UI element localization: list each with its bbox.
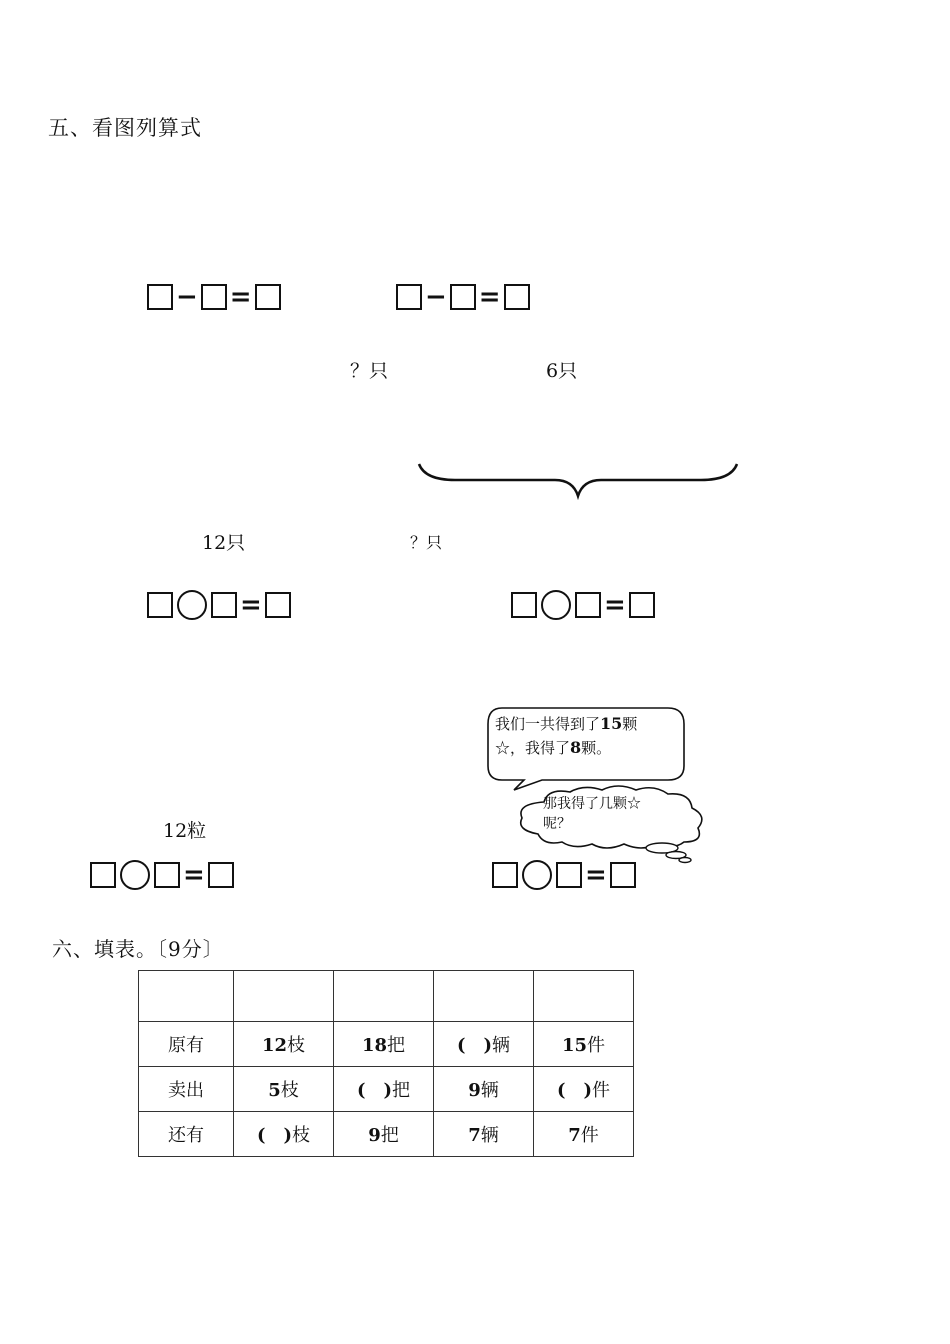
answer-box[interactable]	[154, 862, 180, 888]
fill-table	[138, 970, 634, 1157]
cell-unit: 辆	[480, 1080, 499, 1101]
cell-unit: 辆	[480, 1125, 499, 1146]
answer-box[interactable]	[255, 284, 281, 310]
cell-number: ( )	[256, 1125, 293, 1146]
curly-brace	[415, 460, 741, 500]
operator-circle[interactable]	[177, 590, 207, 620]
cell-number: 12	[261, 1035, 288, 1056]
speech-line2-post: 颗。	[581, 739, 612, 757]
answer-box[interactable]	[610, 862, 636, 888]
speech-line2-num: 8	[570, 738, 582, 757]
answer-box[interactable]	[629, 592, 655, 618]
speech-line1-post: 颗	[622, 715, 638, 733]
label-question-only: ？只	[350, 360, 389, 382]
answer-box[interactable]	[211, 592, 237, 618]
table-cell[interactable]	[434, 1067, 534, 1112]
cell-unit: 枝	[287, 1035, 306, 1056]
speech-line2-pre: ☆，我得了	[495, 739, 571, 757]
answer-box[interactable]	[511, 592, 537, 618]
speech-line1-num: 15	[600, 714, 623, 733]
table-cell[interactable]	[234, 1022, 334, 1067]
table-cell[interactable]	[234, 1112, 334, 1157]
equation-1	[147, 284, 281, 310]
equals-sign: =	[585, 860, 607, 890]
cell-number: 18	[361, 1035, 388, 1056]
cell-unit: 件	[580, 1125, 599, 1146]
table-header-cell	[234, 971, 334, 1022]
answer-box[interactable]	[208, 862, 234, 888]
label-six-only: 6只	[546, 360, 578, 382]
cell-number: 9	[368, 1125, 381, 1146]
answer-box[interactable]	[396, 284, 422, 310]
answer-box[interactable]	[147, 284, 173, 310]
cell-number: 9	[468, 1080, 481, 1101]
label-question-only-2: ？只	[410, 533, 443, 552]
table-cell[interactable]	[434, 1022, 534, 1067]
equals-sign: =	[229, 282, 252, 312]
label-twelve-only: 12只	[202, 532, 246, 554]
cell-unit: 辆	[492, 1035, 511, 1056]
cell-unit: 枝	[292, 1125, 311, 1146]
equation-2	[396, 284, 530, 310]
cell-number: ( )	[556, 1080, 593, 1101]
cell-number: 7	[568, 1125, 581, 1146]
equals-sign: =	[240, 590, 262, 620]
answer-box[interactable]	[575, 592, 601, 618]
cell-number: 7	[468, 1125, 481, 1146]
answer-box[interactable]	[147, 592, 173, 618]
answer-box[interactable]	[265, 592, 291, 618]
cell-number: 5	[268, 1080, 281, 1101]
cell-number: 15	[561, 1035, 588, 1056]
answer-box[interactable]	[504, 284, 530, 310]
equation-6	[492, 860, 636, 890]
table-cell[interactable]	[534, 1067, 634, 1112]
cell-unit: 把	[380, 1125, 399, 1146]
table-cell[interactable]	[334, 1112, 434, 1157]
speech-line1-pre: 我们一共得到了	[495, 715, 601, 733]
table-cell[interactable]	[534, 1022, 634, 1067]
thought-bubble-text	[543, 794, 683, 834]
equals-sign: =	[478, 282, 501, 312]
cell-number: ( )	[356, 1080, 393, 1101]
table-header-cell	[139, 971, 234, 1022]
table-cell[interactable]	[534, 1112, 634, 1157]
cell-unit: 枝	[280, 1080, 299, 1101]
speech-bubble-text	[495, 712, 685, 760]
thought-line1: 那我得了几颗☆	[543, 796, 641, 812]
equation-4	[511, 590, 655, 620]
answer-box[interactable]	[492, 862, 518, 888]
section-5-title: 五、看图列算式	[48, 116, 202, 140]
row-label: 卖出	[139, 1067, 234, 1112]
operator-circle[interactable]	[522, 860, 552, 890]
table-header-cell	[434, 971, 534, 1022]
row-label: 还有	[139, 1112, 234, 1157]
operator-circle[interactable]	[541, 590, 571, 620]
operator-circle[interactable]	[120, 860, 150, 890]
table-header-row	[139, 971, 634, 1022]
section-6-title: 六、填表。〔9分〕	[52, 937, 224, 961]
answer-box[interactable]	[450, 284, 476, 310]
cell-number: ( )	[456, 1035, 493, 1056]
label-twelve-grains: 12粒	[163, 820, 207, 842]
table-header-cell	[334, 971, 434, 1022]
answer-box[interactable]	[556, 862, 582, 888]
cell-unit: 把	[392, 1080, 411, 1101]
equals-sign: =	[604, 590, 626, 620]
cell-unit: 件	[592, 1080, 611, 1101]
minus-sign: −	[425, 282, 447, 312]
table-cell[interactable]	[234, 1067, 334, 1112]
cell-unit: 件	[587, 1035, 606, 1056]
table-cell[interactable]	[434, 1112, 534, 1157]
table-row	[139, 1112, 634, 1157]
answer-box[interactable]	[201, 284, 227, 310]
table-header-cell	[534, 971, 634, 1022]
minus-sign: −	[176, 282, 198, 312]
equation-3	[147, 590, 291, 620]
equals-sign: =	[183, 860, 205, 890]
thought-line2: 呢？	[543, 816, 571, 832]
row-label: 原有	[139, 1022, 234, 1067]
table-cell[interactable]	[334, 1022, 434, 1067]
table-row	[139, 1067, 634, 1112]
equation-5	[90, 860, 234, 890]
cell-unit: 把	[387, 1035, 406, 1056]
table-row	[139, 1022, 634, 1067]
table-cell[interactable]	[334, 1067, 434, 1112]
answer-box[interactable]	[90, 862, 116, 888]
